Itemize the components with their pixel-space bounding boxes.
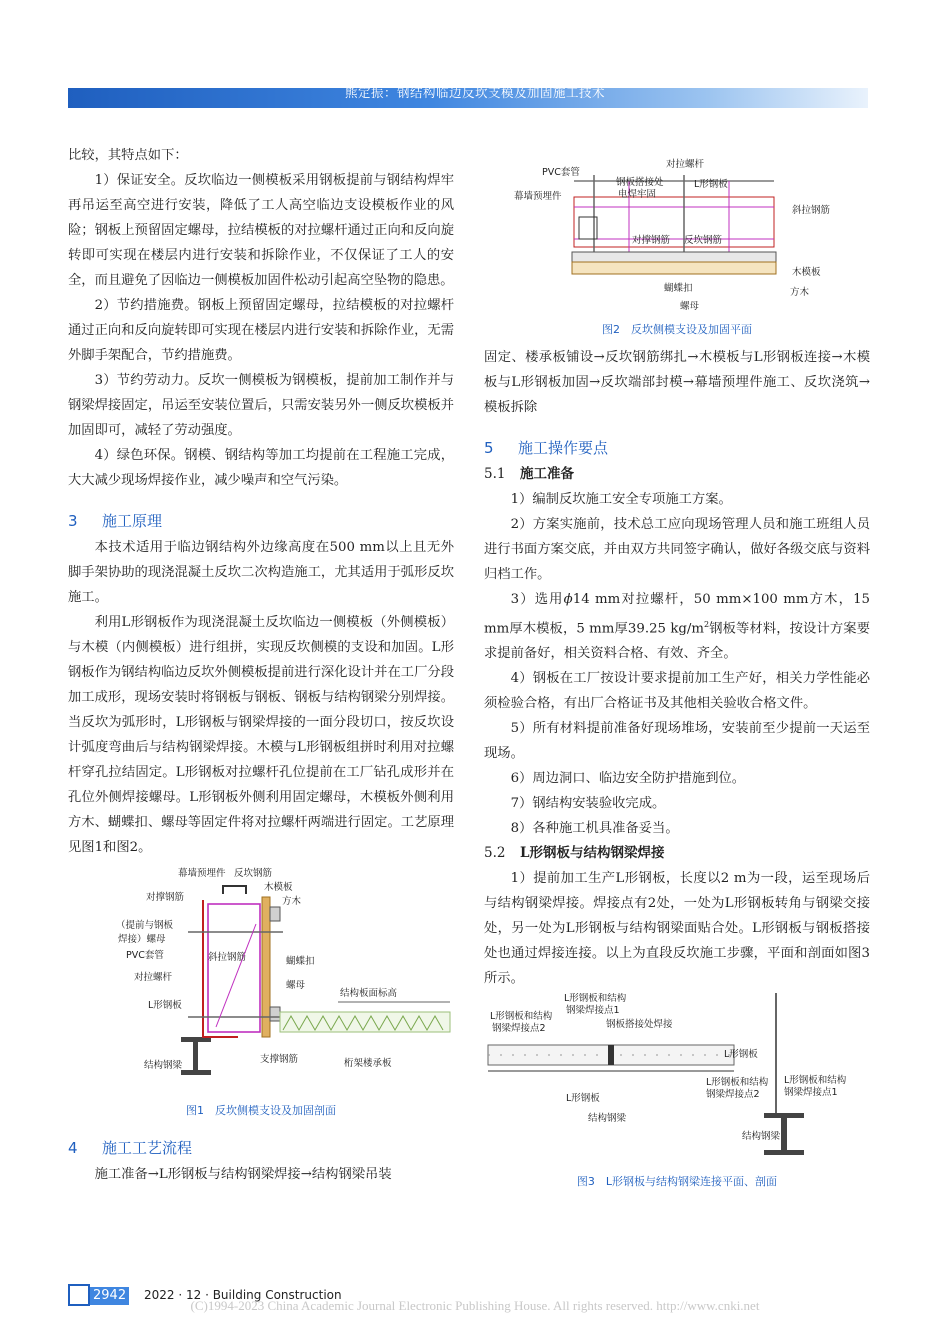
paragraph: 7）钢结构安装验收完成。 [510, 796, 666, 812]
diagonal-rebar [216, 924, 256, 1027]
figure-2 [484, 157, 870, 339]
fig1-label: 结构板面标高 [340, 988, 398, 999]
fig2-label: 对撑钢筋 [632, 235, 671, 246]
page-number: 2942 [90, 1287, 129, 1305]
fig1-label: 反坎钢筋 [234, 868, 273, 879]
fig1-label: L形钢板 [148, 1000, 182, 1011]
fig3-label: L形钢板 [724, 1049, 758, 1061]
paragraph: 2）方案实施前，技术总工应向现场管理人员和施工班组人员进行书面方案交底，并由双方共同签字确认，做好各级交底与资料归档工作。 [484, 517, 870, 582]
paragraph: 本技术适用于临边钢结构外边缘高度在500 mm以上且无外脚手架协助的现浇混凝土反坎二次构造施工，尤其适用于弧形反坎施工。 [68, 540, 454, 605]
paragraph: 利用L形钢板作为现浇混凝土反坎临边一侧模板（外侧模板）与木模（内侧模板）进行组拼，实现反坎侧模的支设和加固。L形钢板作为钢结构临边反坎外侧模板提前进行深化设计并在工厂分段加工成形，现场安装时将钢板与钢板、钢板与结构钢梁分别焊接。当反坎为弧形时，L形钢板与钢梁焊接的一面分段切口，按反坎设计弧度弯曲后与结构钢梁焊接。木模与L形钢板组拼时利用对拉螺杆穿孔拉结固定。L形钢板对拉螺杆孔位提前在工厂钻孔成形并在孔位外侧焊接螺母。L形钢板外侧利用固定螺母，木模板外侧利用方木、蝴蝶扣、螺母等固定件将对拉螺杆两端进行固定。工艺原理见图1和图2。 [68, 615, 454, 855]
fig3-label: 结构钢梁 [588, 1113, 627, 1125]
section-heading-5: 5 施工操作要点 [484, 439, 609, 457]
wood-form [572, 252, 776, 262]
fig2-label: 木模板 [792, 267, 821, 278]
fig2-label: 对拉螺杆 [666, 159, 705, 170]
fig3-label: 钢板搭接处焊接 [606, 1019, 673, 1031]
paragraph: 固定、楼承板铺设→反坎钢筋绑扎→木模板与L形钢板连接→木模板与L形钢板加固→反坎端部封模→幕墙预埋件施工、反坎浇筑→模板拆除 [484, 350, 870, 415]
figure-1-drawing [68, 862, 454, 1100]
batten [270, 907, 280, 921]
fig3-label: 钢梁焊接点1 [784, 1087, 838, 1099]
copyright-watermark: (C)1994-2023 China Academic Journal Electronic Publishing House. All rights reserved. http://www.cnki.net [190, 1298, 760, 1313]
paragraph: 6）周边洞口、临边安全防护措施到位。 [510, 771, 746, 787]
paragraph: 施工准备→L形钢板与结构钢梁焊接→结构钢梁吊装 [94, 1167, 392, 1182]
fig2-label: 斜拉钢筋 [792, 205, 831, 216]
fig1-label: 结构钢梁 [144, 1060, 183, 1071]
fig3-label: L形钢板 [566, 1093, 600, 1105]
fig1-label: PVC套管 [126, 950, 164, 961]
fig1-label: 支撑钢筋 [260, 1054, 299, 1065]
fig1-label: 斜拉钢筋 [208, 952, 247, 963]
fig2-label: 方木 [790, 287, 810, 298]
paragraph: 1）保证安全。反坎临边一侧模板采用钢板提前与钢结构焊牢再吊运至高空进行安装，降低了工人高空临边支设模板作业的风险；钢板上预留固定螺母，拉结模板的对拉螺杆通过正向和反向旋转即可实现在楼层内进行安装和拆除作业，不仅保证了工人的安全，而且避免了因临边一侧模板加固件松动引起高空坠物的隐患。 [68, 173, 454, 288]
fig1-label: 桁架楼承板 [344, 1058, 392, 1069]
fig3-label: 钢梁焊接点1 [566, 1005, 620, 1017]
fig1-label: 焊接）螺母 [118, 934, 166, 945]
subsection-heading-5-1: 5.1 施工准备 [484, 466, 574, 482]
fig3-label: 结构钢梁 [742, 1131, 781, 1143]
paragraph: 比较，其特点如下： [68, 148, 188, 163]
paragraph: 3）节约劳动力。反坎一侧模板为钢模板，提前加工制作并与钢梁焊接固定，吊运至安装位置后，只需安装另外一侧反坎模板并加固即可，减轻了劳动强度。 [68, 373, 454, 438]
fig3-label: L形钢板和结构 [706, 1077, 769, 1089]
paragraph: 4）钢板在工厂按设计要求提前加工生产好，相关力学性能必须检验合格，有出厂合格证书及其他相关验收合格文件。 [484, 671, 870, 712]
section-flange [764, 1150, 804, 1155]
batten [572, 262, 776, 274]
paragraph: 1）提前加工生产L形钢板，长度以2 m为一段，运至现场后与结构钢梁焊接。焊接点有2处，一处为L形钢板转角与钢梁交接处，另一处为L形钢板与结构钢梁面贴合处。L形钢板与钢板搭接处也通过焊接连接。以上为直段反坎施工步骤，平面和剖面如图3所示。 [484, 871, 870, 987]
section-heading-3: 3 施工原理 [68, 512, 163, 530]
figure-1 [68, 862, 454, 1120]
embed-part [223, 886, 246, 894]
paragraph: 3）选用ϕ14 mm对拉螺杆，50 mm×100 mm方木，15 mm厚木模板，5 mm厚39.25 $kg/m^2$钢板等材料，按设计方案要求提前备好，相关资料合格、有效、齐全。 [484, 592, 870, 662]
wood-form [262, 897, 270, 1037]
fig2-label: 螺母 [680, 301, 700, 312]
fig1-label: 幕墙预埋件 [178, 868, 226, 879]
running-header-title: 熊定振：钢结构临边反坎支模及加固施工技术 [344, 85, 605, 100]
right-column [484, 155, 870, 1197]
figure-1-caption: 图1 反坎侧模支设及加固剖面 [186, 1104, 336, 1117]
fig3-label: L形钢板和结构 [490, 1011, 553, 1023]
section-heading-4: 4 施工工艺流程 [68, 1139, 193, 1157]
journal-info: 2022 · 12 · Building Construction [144, 1288, 342, 1302]
fig2-label: 电焊牢固 [618, 189, 657, 200]
fig3-label: L形钢板和结构 [784, 1075, 847, 1087]
beam-flange-bottom [181, 1070, 211, 1075]
fig2-label: 幕墙预埋件 [514, 191, 562, 202]
subsection-heading-5-2: 5.2 L形钢板与结构钢梁焊接 [484, 845, 665, 862]
paragraph: 1）编制反坎施工安全专项施工方案。 [510, 492, 732, 507]
fig1-label: （提前与钢板 [116, 920, 174, 931]
fig2-label: L形钢板 [694, 179, 728, 190]
figure-3-drawing [484, 993, 870, 1171]
fig3-label: L形钢板和结构 [564, 993, 627, 1005]
fig2-label: 反坎钢筋 [684, 235, 723, 246]
section-flange [764, 1113, 804, 1118]
fig1-label: 螺母 [286, 980, 306, 991]
figure-3-caption: 图3 L形钢板与结构钢梁连接平面、剖面 [576, 1175, 778, 1189]
deck-slab [280, 1012, 450, 1032]
rebar-cage [208, 904, 260, 1032]
fig1-label: 木模板 [264, 882, 293, 893]
left-column [68, 143, 454, 1187]
fig2-label: 钢板搭接处 [616, 177, 664, 188]
fig1-label: 对拉螺杆 [134, 972, 173, 983]
fig1-label: 蝴蝶扣 [286, 956, 315, 967]
fig3-label: 钢梁焊接点2 [492, 1023, 546, 1035]
fig1-label: 对撑钢筋 [146, 892, 185, 903]
figure-2-caption: 图2 反坎侧模支设及加固平面 [602, 323, 752, 336]
batten [270, 1007, 280, 1021]
paragraph: 4）绿色环保。钢模、钢结构等加工均提前在工程施工完成，大大减少现场焊接作业，减少噪声和空气污染。 [68, 448, 454, 488]
figure-3 [484, 993, 870, 1191]
beam-web [193, 1042, 198, 1070]
figure-2-drawing [484, 157, 870, 319]
paragraph: 5）所有材料提前准备好现场堆场，安装前至少提前一天运至现场。 [484, 721, 870, 762]
plan-weld [608, 1045, 614, 1065]
fig2-label: 蝴蝶扣 [664, 283, 693, 294]
section-web [781, 1118, 787, 1150]
fig2-label: PVC套管 [542, 167, 580, 178]
fig3-label: 钢梁焊接点2 [706, 1089, 760, 1101]
paragraph: 2）节约措施费。钢板上预留固定螺母，拉结模板的对拉螺杆通过正向和反向旋转即可实现在楼层内进行安装和拆除作业，无需外脚手架配合，节约措施费。 [68, 298, 454, 363]
fig1-label: 方木 [282, 896, 302, 907]
paragraph: 8）各种施工机具准备妥当。 [510, 821, 679, 837]
